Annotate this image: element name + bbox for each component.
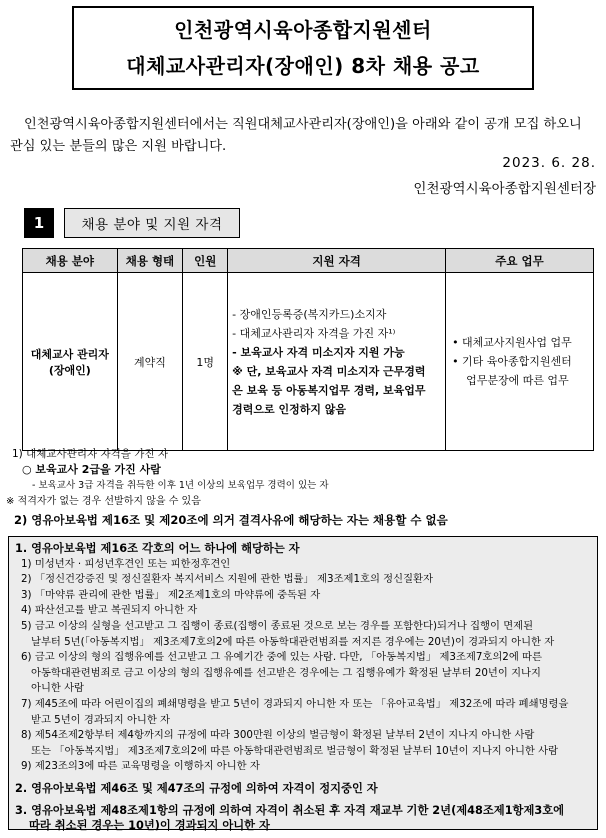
header-type: 채용 형태 [117,249,183,273]
field-line-1: 대체교사 관리자 [30,347,109,361]
qual-item: 은 보육 등 아동복지업무 경력, 보육업무 [232,383,426,397]
list-item: 3) 「마약류 관리에 관한 법률」 제2조제1호의 마약류에 중독된 자 [21,588,321,601]
announcement-title-box [72,6,534,90]
disq-heading-1: 1. 영유아보육법 제16조 각호의 어느 하나에 해당하는 자 [15,542,300,555]
organization-name: 인천광역시육아종합지원센터장 [413,181,596,197]
list-item: 2) 「정신건강증진 및 정신질환자 복지서비스 지원에 관한 법률」 제3조제1호의 정신질환자 [21,573,433,586]
list-item: 9) 제23조의3에 따른 교육명령을 이행하지 아니한 자 [21,760,260,773]
disq-heading-3-cont: 따라 취소된 경우는 10년)이 경과되지 아니한 자 [29,819,270,833]
intro-section [10,114,596,197]
list-item: 아니한 사람 [31,682,85,695]
section-number: 1 [24,208,54,238]
table-row [23,273,594,451]
list-item: 날부터 5년(「아동복지법」 제3조제7호의2에 따른 아동학대관련범죄를 저지른 경우에는 20년)이 경과되지 아니한 자 [31,635,555,648]
header-count: 인원 [183,249,228,273]
cell-type: 계약직 [117,273,183,451]
list-item: 6) 금고 이상의 형의 집행유예를 선고받고 그 유예기간 중에 있는 사람. 다만, 「아동복지법」 제3조제7호의2에 따른 [21,651,542,664]
cell-duties [446,273,594,451]
title-line-2: 대체교사관리자(장애인) 8차 채용 공고 [126,54,480,78]
list-item: 아동학대관련범죄로 금고 이상의 형의 집행유예를 선고받은 경우에는 그 집행유예가 확정된 날부터 20년이 지나지 [31,666,541,679]
disq-heading-3: 3. 영유아보육법 제48조제1항의 규정에 의하여 자격이 취소된 후 자격 재교부 기한 2년(제48조제1항제3호에 [15,803,565,817]
qual-item: - 대체교사관리자 자격을 가진 자¹⁾ [232,326,396,340]
table-header-row [23,249,594,273]
note-5: 2) 영유아보육법 제16조 및 제20조에 의거 결격사유에 해당하는 자는 채용할 수 없음 [14,513,448,527]
header-qualifications: 지원 자격 [228,249,446,273]
list-item: 4) 파산선고를 받고 복권되지 아니한 자 [21,604,198,617]
duty-item: 업무분장에 따른 업무 [466,374,569,387]
header-duties: 주요 업무 [446,249,594,273]
note-3: - 보육교사 3급 자격을 취득한 이후 1년 이상의 보육업무 경력이 있는 자 [32,480,329,491]
qual-item: - 보육교사 자격 미소지자 지원 가능 [232,345,405,359]
list-item: 받고 5년이 경과되지 아니한 자 [31,713,171,726]
notes-section [6,446,600,530]
disq-heading-2: 2. 영유아보육법 제46조 및 제47조의 규정에 의하여 자격이 정지중인 자 [15,781,378,795]
list-item: 1) 미성년자 · 피성년후견인 또는 피한정후견인 [21,557,231,570]
duty-item: • 기타 육아종합지원센터 [452,355,572,368]
note-4: ※ 적격자가 없는 경우 선발하지 않을 수 있음 [6,496,201,507]
note-1: 1) 대체교사관리자 자격을 가진 자 [12,448,168,460]
announcement-date: 2023. 6. 28. [502,155,596,171]
list-item: 또는 「아동복지법」 제3조제7호의2에 따른 아동학대관련범죄로 벌금형이 확정된 날부터 10년이 지나지 아니한 사람 [31,744,559,757]
note-2: ○ 보육교사 2급을 가진 사람 [22,463,161,476]
list-item: 7) 제45조에 따라 어린이집의 폐쇄명령을 받고 5년이 경과되지 아니한 자 또는 「유아교육법」 제32조에 따라 폐쇄명령을 [21,697,569,710]
list-item: 8) 제54조제2항부터 제4항까지의 규정에 따라 300만원 이상의 벌금형이 확정된 날부터 2년이 지나지 아니한 사람 [21,729,535,742]
header-field: 채용 분야 [23,249,118,273]
duty-item: • 대체교사지원사업 업무 [452,336,572,349]
qual-item: ※ 단, 보육교사 자격 미소지자 근무경력 [232,364,426,378]
disqualification-box [8,536,598,833]
qual-item: - 장애인등록증(복지카드)소지자 [232,307,387,321]
field-line-2: (장애인) [48,363,91,377]
recruitment-table [22,248,594,451]
section-title: 채용 분야 및 지원 자격 [64,208,240,238]
intro-paragraph: 인천광역시육아종합지원센터에서는 직원대체교사관리자(장애인)을 아래와 같이 공개 모집 하오니 관심 있는 분들의 많은 지원 바랍니다. [10,117,582,154]
list-item: 5) 금고 이상의 실형을 선고받고 그 집행이 종료(집행이 종료된 것으로 보는 경우를 포함한다)되거나 집행이 면제된 [21,619,534,632]
title-line-1: 인천광역시육아종합지원센터 [174,18,432,42]
cell-qualifications [228,273,446,451]
cell-count: 1명 [183,273,228,451]
qual-item: 경력으로 인정하지 않음 [232,402,347,416]
cell-field [23,273,118,451]
